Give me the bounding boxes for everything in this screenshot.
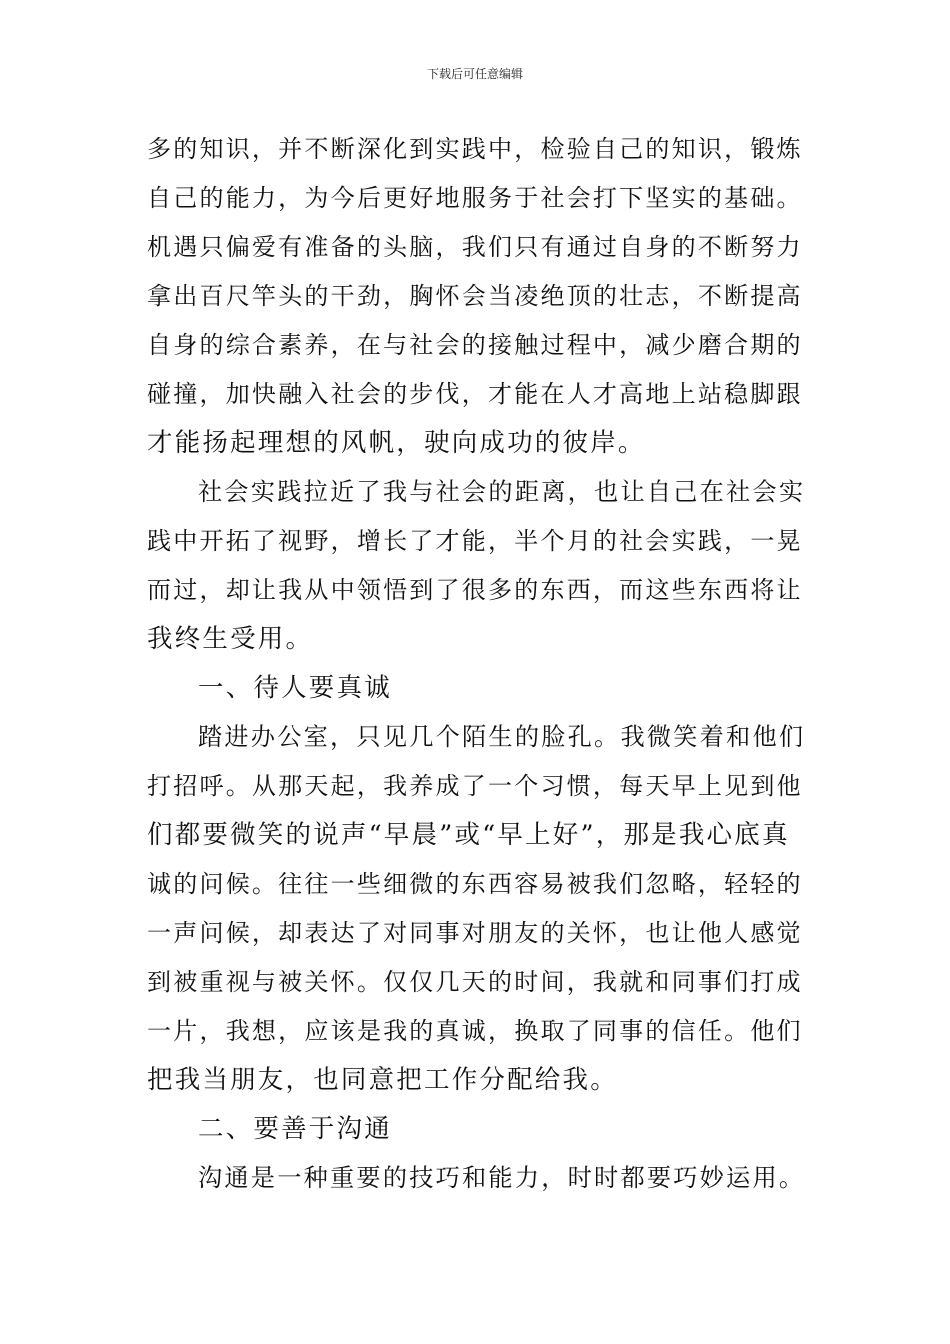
text-line: 机遇只偏爱有准备的头脑，我们只有通过自身的不断努力 [147, 233, 803, 261]
paragraph-first-line: 社会实践拉近了我与社会的距离，也让自己在社会实 [198, 478, 806, 506]
text-line: 才能扬起理想的风帆，驶向成功的彼岸。 [147, 428, 646, 458]
text-line: 自己的能力，为今后更好地服务于社会打下坚实的基础。 [147, 184, 803, 212]
text-line: 一声问候，却表达了对同事对朋友的关怀，也让他人感觉 [147, 919, 803, 947]
text-line: 碰撞，加快融入社会的步伐，才能在人才高地上站稳脚跟 [147, 380, 803, 408]
text-line: 而过，却让我从中领悟到了很多的东西，而这些东西将让 [147, 576, 803, 604]
document-body [147, 125, 807, 1203]
text-line: 到被重视与被关怀。仅仅几天的时间，我就和同事们打成 [147, 968, 803, 996]
text-line: 我终生受用。 [147, 624, 314, 654]
paragraph-first-line: 沟通是一种重要的技巧和能力，时时都要巧妙运用。 [198, 1164, 806, 1192]
text-line: 自身的综合素养，在与社会的接触过程中，减少磨合期的 [147, 331, 803, 359]
text-line: 拿出百尺竿头的干劲，胸怀会当凌绝顶的壮志，不断提高 [147, 282, 803, 310]
paragraph-first-line: 一、待人要真诚 [198, 673, 392, 703]
text-line: 践中开拓了视野，增长了才能，半个月的社会实践，一晃 [147, 527, 803, 555]
text-line: 们都要微笑的说声“早晨”或“早上好”，那是我心底真 [147, 820, 790, 850]
text-line: 把我当朋友，也同意把工作分配给我。 [147, 1065, 618, 1095]
text-line: 多的知识，并不断深化到实践中，检验自己的知识，锻炼 [147, 135, 803, 163]
text-line: 打招呼。从那天起，我养成了一个习惯，每天早上见到他 [147, 772, 803, 800]
paragraph-first-line: 二、要善于沟通 [198, 1114, 392, 1144]
paragraph-first-line: 踏进办公室，只见几个陌生的脸孔。我微笑着和他们 [198, 723, 806, 751]
text-line: 诚的问候。往往一些细微的东西容易被我们忽略，轻轻的 [147, 870, 803, 898]
page-header: 下载后可任意编辑 [426, 67, 523, 81]
text-line: 一片，我想，应该是我的真诚，换取了同事的信任。他们 [147, 1017, 803, 1045]
